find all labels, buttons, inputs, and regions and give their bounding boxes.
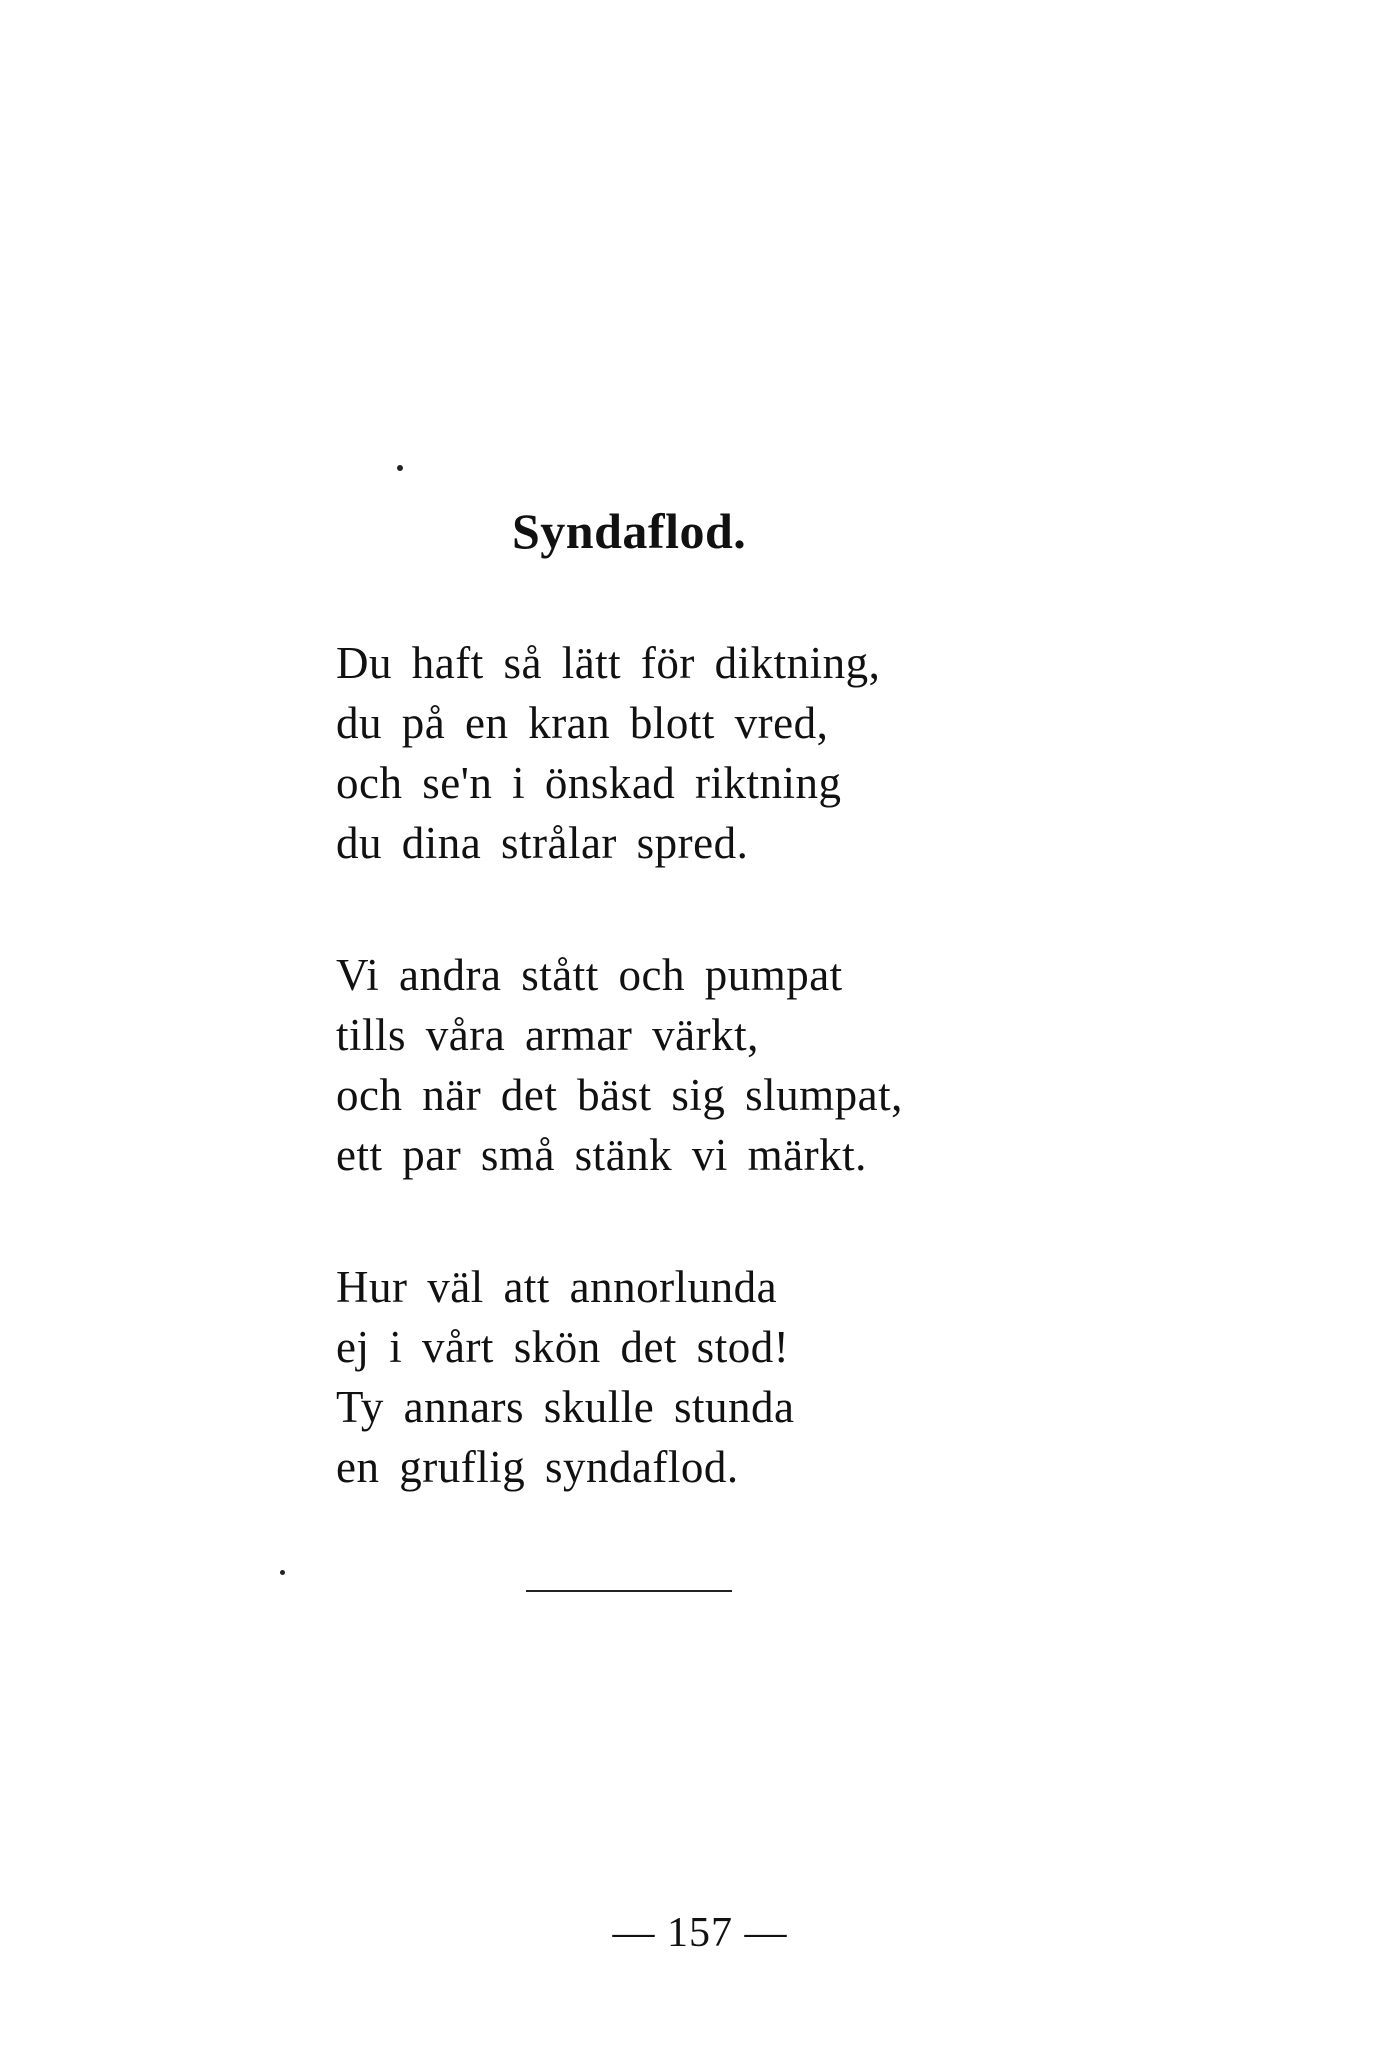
scan-speck xyxy=(397,465,403,471)
stanza-1 xyxy=(336,633,880,873)
poem-line: ett par små stänk vi märkt. xyxy=(336,1130,867,1180)
poem-line: Hur väl att annorlunda xyxy=(336,1262,778,1312)
page-number: — 157 — xyxy=(612,1910,788,1956)
poem-line: Vi andra stått och pumpat xyxy=(336,950,843,1000)
poem-line: och när det bäst sig slumpat, xyxy=(336,1070,903,1120)
poem-line: och se'n i önskad riktning xyxy=(336,758,842,808)
scan-speck xyxy=(280,1570,285,1575)
poem-line: ej i vårt skön det stod! xyxy=(336,1322,790,1372)
poem-line: Du haft så lätt för diktning, xyxy=(336,638,881,688)
end-rule xyxy=(526,1590,732,1592)
poem-line: tills våra armar värkt, xyxy=(336,1010,759,1060)
poem-line: en gruflig syndaflod. xyxy=(336,1442,739,1492)
poem-line: du dina strålar spred. xyxy=(336,818,749,868)
poem-line: du på en kran blott vred, xyxy=(336,698,829,748)
poem-line: Ty annars skulle stunda xyxy=(336,1382,795,1432)
stanza-2 xyxy=(336,945,903,1185)
stanza-3 xyxy=(336,1257,795,1497)
poem-title: Syndaflod. xyxy=(512,503,747,559)
